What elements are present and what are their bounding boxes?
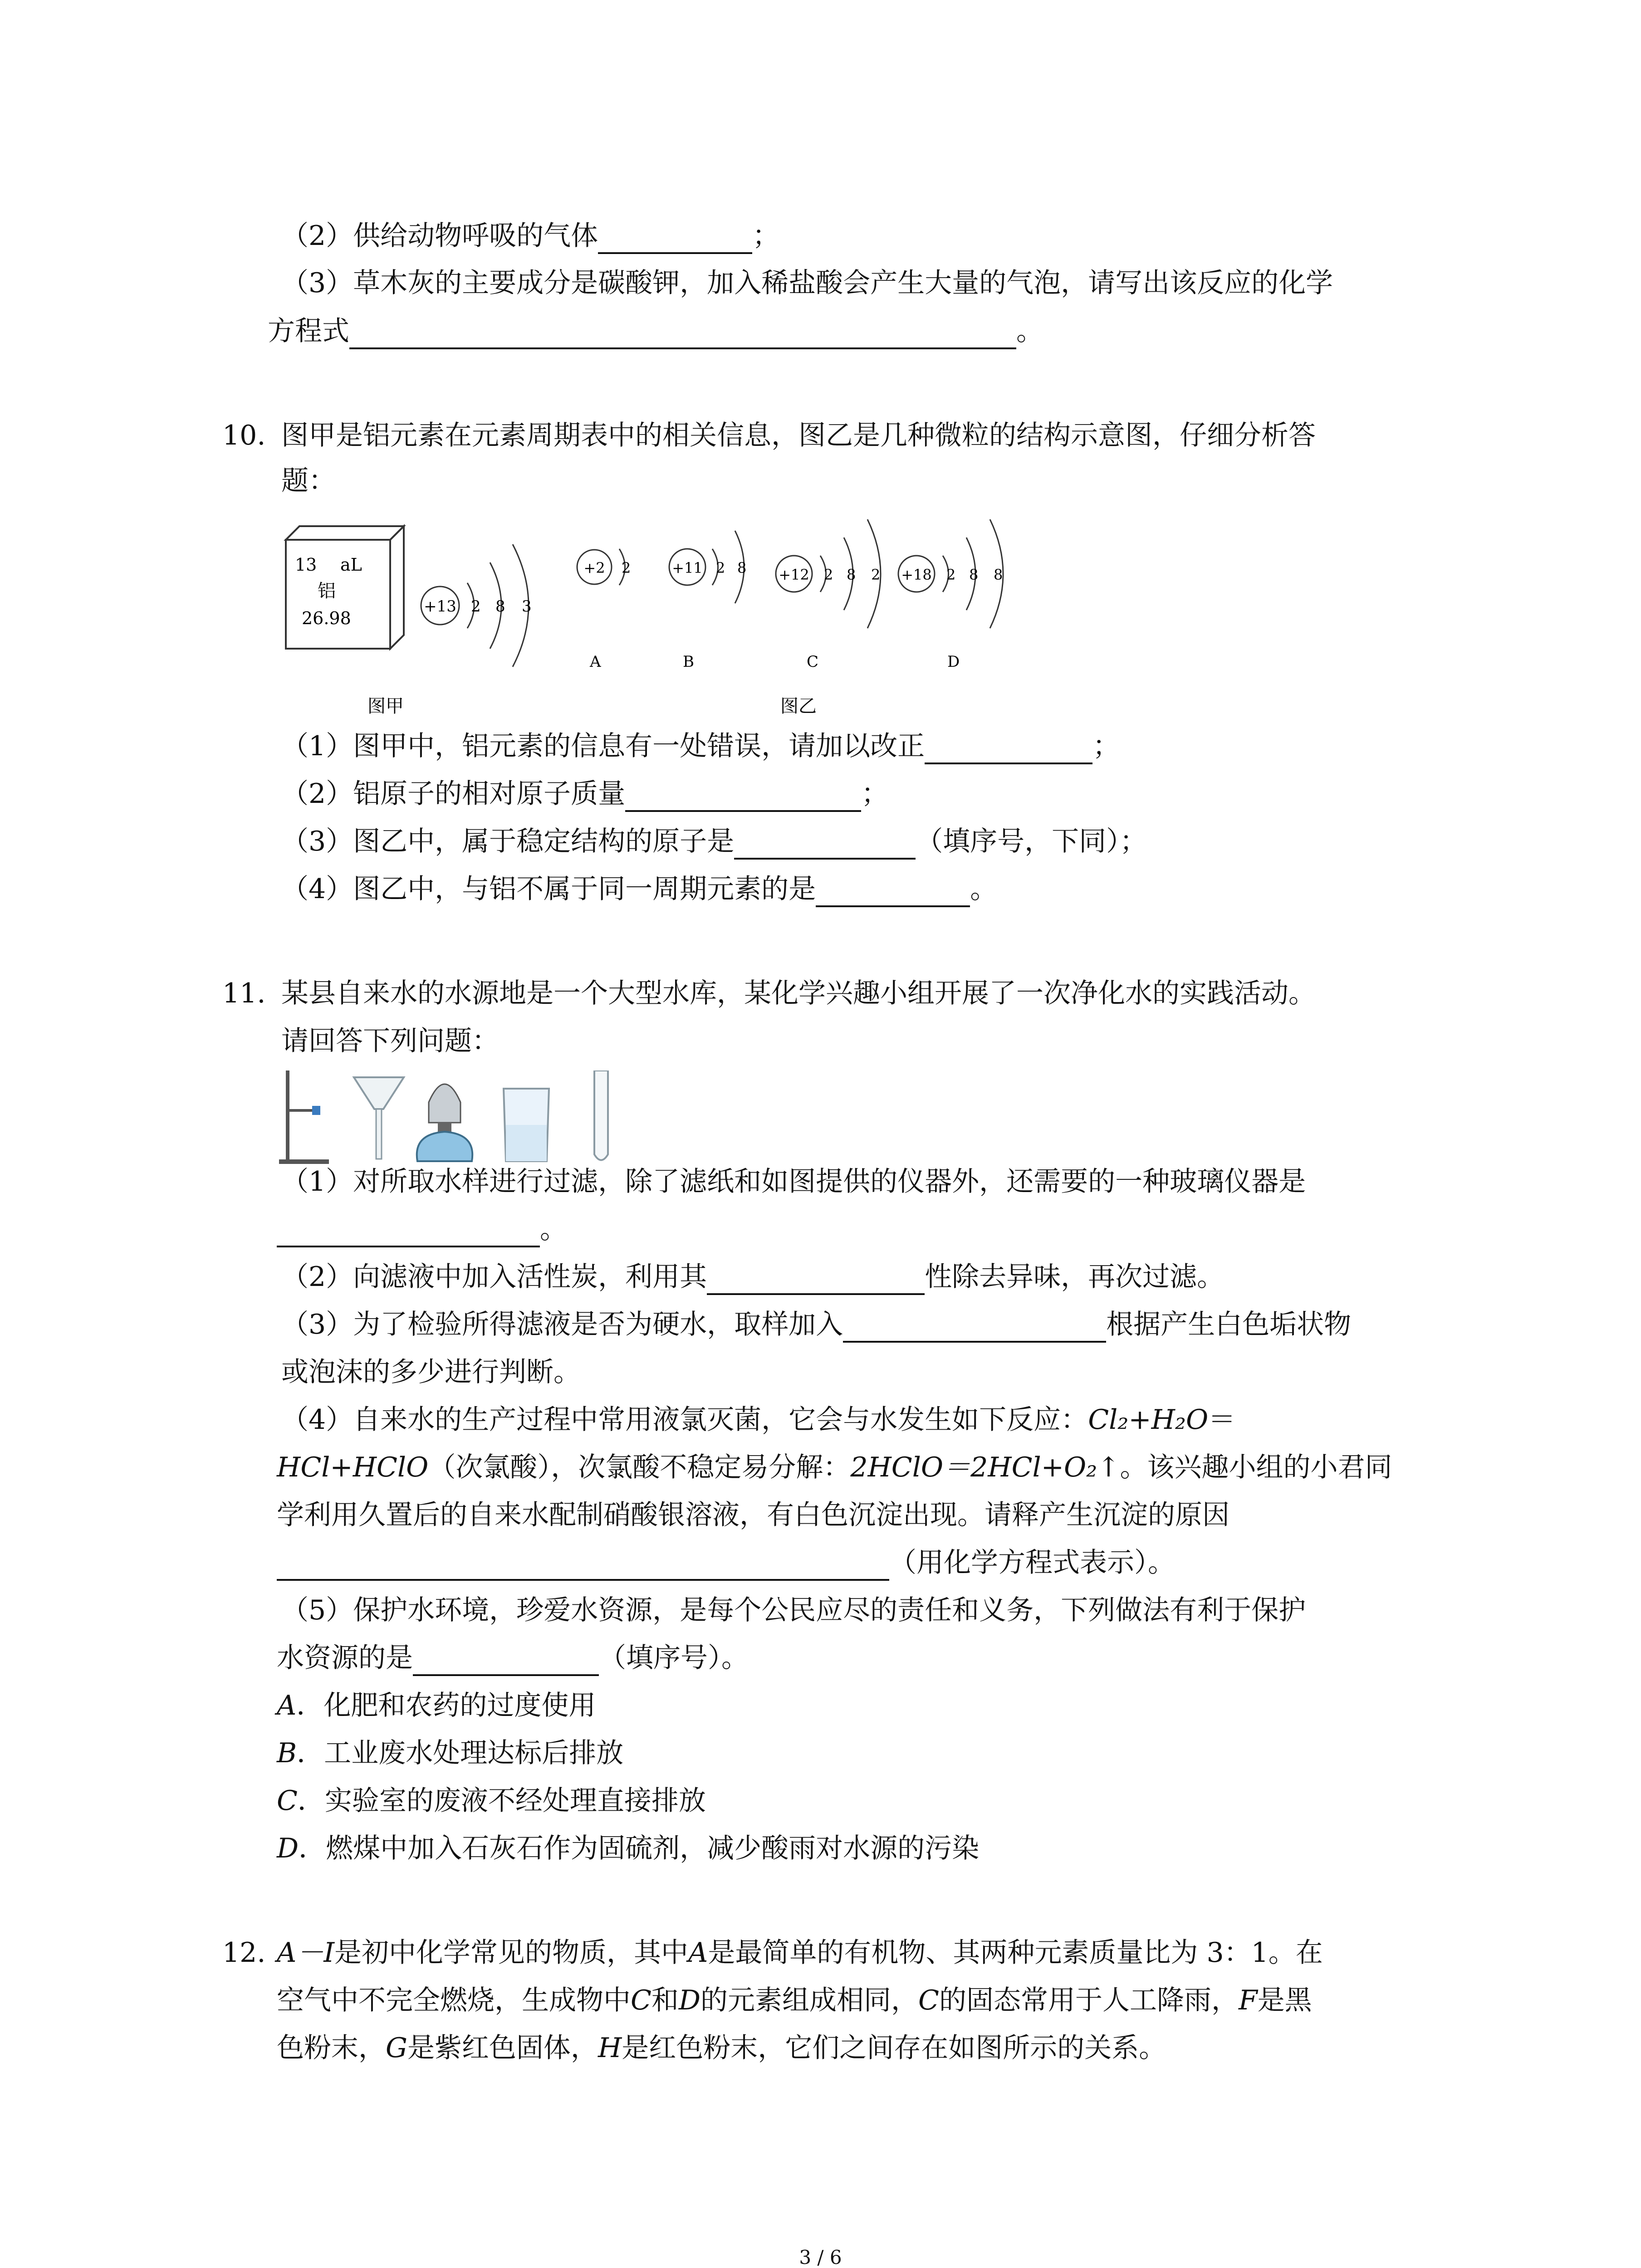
svg-text:C: C: [807, 653, 819, 671]
question-number: 10.: [222, 420, 266, 451]
iron-stand-icon: [279, 1070, 329, 1164]
test-tube-icon: [594, 1070, 608, 1160]
svg-text:8: 8: [847, 566, 856, 583]
svg-text:2: 2: [622, 559, 631, 577]
q11-apparatus: [277, 1070, 649, 1166]
q11-part1-line2: 。: [277, 1211, 567, 1247]
svg-text:+2: +2: [583, 559, 605, 577]
caption-jia: 图甲: [367, 696, 404, 717]
answer-blank[interactable]: [925, 734, 1092, 764]
alcohol-lamp-icon: [417, 1084, 473, 1161]
q11-part1-line1: （1）对所取水样进行过滤，除了滤纸和如图提供的仪器外，还需要的一种玻璃仪器是: [281, 1166, 1306, 1198]
answer-blank[interactable]: [413, 1646, 599, 1676]
q10-stem-line2: 题：: [281, 465, 336, 497]
q10-part2: （2）铝原子的相对原子质量 ；: [281, 776, 888, 812]
q11-stem-line2: 请回答下列问题：: [281, 1025, 499, 1057]
atomic-structure-diagram: [281, 513, 1325, 726]
element-box: [286, 526, 404, 649]
svg-text:3: 3: [522, 597, 532, 616]
answer-blank[interactable]: [277, 1551, 889, 1581]
element-mass: 26.98: [302, 608, 351, 628]
q10-stem-line1: 图甲是铝元素在元素周期表中的相关信息，图乙是几种微粒的结构示意图，仔细分析答: [281, 420, 1316, 451]
svg-text:8: 8: [495, 597, 505, 616]
q11-part5-line1: （5）保护水环境，珍爱水资源，是每个公民应尽的责任和义务，下列做法有利于保护: [281, 1594, 1306, 1626]
beaker-icon: [504, 1089, 549, 1161]
q11-part5-line2: 水资源的是 （填序号）。: [277, 1640, 749, 1676]
answer-blank[interactable]: [277, 1217, 540, 1247]
answer-blank[interactable]: [843, 1313, 1106, 1343]
option-d[interactable]: D．燃煤中加入石灰石作为固硫剂，减少酸雨对水源的污染: [277, 1833, 980, 1864]
element-symbol: aL: [340, 555, 362, 575]
funnel-icon: [354, 1077, 404, 1159]
q10-figure: [281, 513, 1325, 726]
answer-blank[interactable]: [707, 1265, 925, 1295]
q11-part2: （2）向滤液中加入活性炭，利用其 性除去异味，再次过滤。: [281, 1259, 1224, 1295]
lab-apparatus-figure: [277, 1070, 649, 1166]
particle-b: [669, 531, 746, 671]
svg-text:2: 2: [716, 559, 725, 577]
q11-part3: （3）为了检验所得滤液是否为硬水，取样加入 根据产生白色垢状物: [281, 1306, 1351, 1343]
q11-stem-line1: 某县自来水的水源地是一个大型水库，某化学兴趣小组开展了一次净化水的实践活动。: [281, 978, 1316, 1009]
answer-blank[interactable]: [734, 830, 916, 860]
svg-text:2: 2: [871, 566, 881, 583]
answer-blank[interactable]: [349, 319, 1016, 349]
element-name: 铝: [318, 581, 336, 601]
q12-line1: A－I是初中化学常见的物质，其中A是最简单的有机物、其两种元素质量比为 3：1。在: [277, 1937, 1323, 1969]
page-number: 3 / 6: [799, 2246, 842, 2268]
q9-part2: （2）供给动物呼吸的气体 ；: [281, 218, 779, 254]
q9-part3-line2: 方程式 。: [268, 313, 1043, 349]
svg-text:8: 8: [994, 566, 1003, 583]
q12-line3: 色粉末，G是紫红色固体，H是红色粉末，它们之间存在如图所示的关系。: [277, 2032, 1166, 2064]
svg-text:8: 8: [969, 566, 979, 583]
option-b[interactable]: B．工业废水处理达标后排放: [277, 1737, 624, 1769]
answer-blank[interactable]: [816, 877, 970, 907]
q11-part4-line1: （4）自来水的生产过程中常用液氯灭菌，它会与水发生如下反应：Cl₂+H₂O＝: [281, 1404, 1236, 1436]
al-atom: [421, 544, 532, 667]
equation-2: 2HClO＝2HCl+O₂↑: [850, 1452, 1120, 1483]
q10-part4: （4）图乙中，与铝不属于同一周期元素的是 。: [281, 871, 997, 907]
q11-part3-line2: 或泡沫的多少进行判断。: [281, 1356, 581, 1388]
equation-1-right: HCl+HClO: [277, 1452, 429, 1483]
particle-d: [898, 519, 1003, 671]
question-number: 11.: [222, 978, 266, 1009]
svg-text:8: 8: [737, 559, 747, 577]
svg-text:2: 2: [824, 566, 833, 583]
particle-a: [577, 549, 631, 671]
question-number: 12.: [222, 1937, 266, 1969]
svg-text:2: 2: [471, 597, 481, 616]
q11-part4-line3: 学利用久置后的自来水配制硝酸银溶液，有白色沉淀出现。请释产生沉淀的原因: [277, 1499, 1230, 1531]
equation-1-left: Cl₂+H₂O: [1088, 1404, 1209, 1436]
q12-line2: 空气中不完全燃烧，生成物中C和D的元素组成相同，C的固态常用于人工降雨，F是黑: [277, 1984, 1312, 2016]
particle-c: [776, 519, 881, 671]
q10-part1: （1）图甲中，铝元素的信息有一处错误，请加以改正 ；: [281, 728, 1120, 764]
q9-part3-line1: （3）草木灰的主要成分是碳酸钾，加入稀盐酸会产生大量的气泡，请写出该反应的化学: [281, 267, 1333, 299]
q11-part4-line2: HCl+HClO（次氯酸），次氯酸不稳定易分解：2HClO＝2HCl+O₂↑。该兴趣小组的小君同: [277, 1452, 1392, 1483]
svg-text:2: 2: [946, 566, 956, 583]
option-a[interactable]: A．化肥和农药的过度使用: [277, 1690, 596, 1721]
svg-text:D: D: [947, 653, 960, 671]
answer-blank[interactable]: [598, 224, 752, 254]
svg-text:B: B: [683, 653, 694, 671]
answer-blank[interactable]: [625, 782, 861, 812]
svg-text:+13: +13: [424, 597, 456, 616]
q11-part4-line4: （用化学方程式表示）。: [277, 1545, 1175, 1581]
svg-text:+18: +18: [901, 566, 932, 583]
element-number: 13: [295, 555, 317, 575]
svg-text:+11: +11: [672, 559, 703, 577]
svg-text:A: A: [590, 653, 601, 671]
q10-part3: （3）图乙中，属于稳定结构的原子是 （填序号，下同）；: [281, 823, 1147, 860]
option-c[interactable]: C．实验室的废液不经处理直接排放: [277, 1785, 706, 1817]
caption-yi: 图乙: [780, 696, 817, 717]
svg-text:+12: +12: [779, 566, 809, 583]
